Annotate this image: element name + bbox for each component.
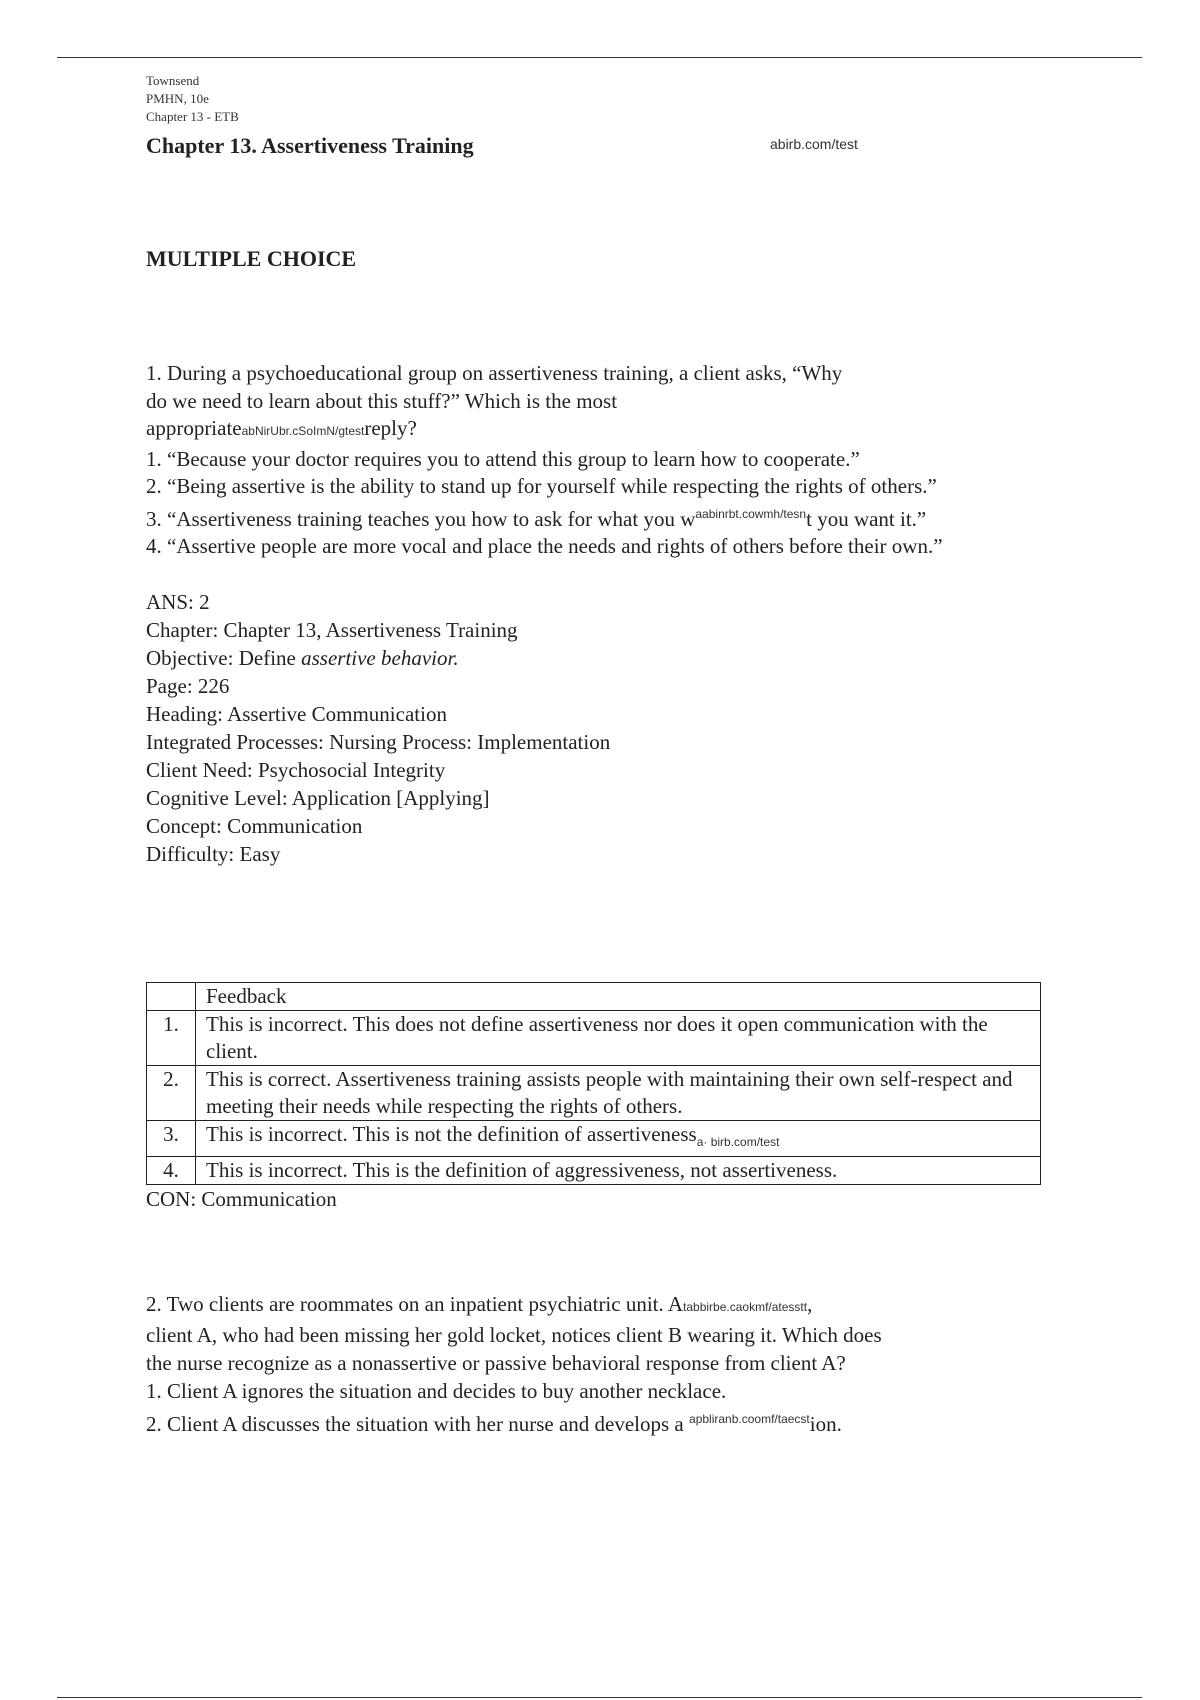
page-line: Page: 226 xyxy=(146,673,230,698)
q1-stem-line-3-start: appropriate xyxy=(146,416,242,440)
header-watermark: abirb.com/test xyxy=(770,136,858,152)
table-row xyxy=(147,1065,1041,1120)
feedback-num: 1. xyxy=(147,1010,196,1065)
objective-line xyxy=(146,644,1086,672)
q1-option-2: 2. “Being assertive is the ability to stand up for yourself while respecting the rights of others.” xyxy=(146,474,937,498)
book-line: PMHN, 10e xyxy=(146,91,209,106)
bottom-rule xyxy=(57,1697,1142,1698)
q1-option-3-watermark: aabinrbt.cowmh/tesn xyxy=(695,506,807,521)
feedback-num: 3. xyxy=(147,1120,196,1156)
table-row xyxy=(147,1120,1041,1156)
q1-inline-watermark: abNirUbr.cSoImN/gtest xyxy=(241,424,365,438)
client-need-line: Client Need: Psychosocial Integrity xyxy=(146,757,446,782)
section-title: MULTIPLE CHOICE xyxy=(146,246,357,271)
q1-option-3 xyxy=(146,501,1086,534)
feedback-header-row xyxy=(147,982,1041,1010)
table-row xyxy=(147,1156,1041,1184)
feedback-cell xyxy=(196,1120,1041,1156)
feedback-text: This is incorrect. This does not define assertiveness nor does it open communication with the client. xyxy=(196,1010,1041,1065)
answer-1-metadata xyxy=(146,588,1086,868)
author-line: Townsend xyxy=(146,73,200,88)
feedback-table xyxy=(146,982,1041,1185)
chapter-code-line: Chapter 13 - ETB xyxy=(146,109,239,124)
cognitive-line: Cognitive Level: Application [Applying] xyxy=(146,785,490,810)
q2-option-1: 1. Client A ignores the situation and decides to buy another necklace. xyxy=(146,1378,727,1403)
q2-stem-line-1-start: 2. Two clients are roommates on an inpatient psychiatric unit. A xyxy=(146,1291,684,1316)
q1-stem-line-3 xyxy=(146,415,1086,446)
q1-option-3-start: 3. “Assertiveness training teaches you how to ask for what you w xyxy=(146,506,696,531)
q1-option-3-end: t you want it.” xyxy=(806,506,927,531)
answer-line: ANS: 2 xyxy=(146,589,210,614)
q2-option-2-start: 2. Client A discusses the situation with her nurse and develops a xyxy=(146,1411,690,1436)
q1-option-1: 1. “Because your doctor requires you to attend this group to learn how to cooperate.” xyxy=(146,446,860,471)
table-row xyxy=(147,1010,1041,1065)
q1-stem-line-3-end: reply? xyxy=(364,416,417,440)
difficulty-line: Difficulty: Easy xyxy=(146,841,281,866)
heading-line: Heading: Assertive Communication xyxy=(146,701,447,726)
objective-label: Objective: Define xyxy=(146,645,302,670)
feedback-watermark: a· birb.com/test xyxy=(696,1134,780,1149)
question-1 xyxy=(146,360,1086,561)
q2-stem-line-2: client A, who had been missing her gold locket, notices client B wearing it. Which does xyxy=(146,1322,882,1347)
feedback-num: 2. xyxy=(147,1065,196,1120)
feedback-text: This is incorrect. This is the definition of aggressiveness, not assertiveness. xyxy=(196,1156,1041,1184)
con-line: CON: Communication xyxy=(146,1186,337,1211)
feedback-text: This is incorrect. This is not the definition of assertiveness xyxy=(206,1121,697,1146)
chapter-title-row xyxy=(146,132,1086,162)
concept-line: Concept: Communication xyxy=(146,813,363,838)
feedback-text: This is correct. Assertiveness training assists people with maintaining their own self-respect and meeting their needs while respecting the rights of others. xyxy=(196,1065,1041,1120)
q1-stem-line-2: do we need to learn about this stuff?” Which is the most xyxy=(146,388,618,413)
q1-stem-line-1: 1. During a psychoeducational group on assertiveness training, a client asks, “Why xyxy=(146,361,843,385)
feedback-num: 4. xyxy=(147,1156,196,1184)
chapter-title: Chapter 13. Assertiveness Training xyxy=(146,133,474,158)
question-2 xyxy=(146,1290,1086,1438)
chapter-line: Chapter: Chapter 13, Assertiveness Training xyxy=(146,617,518,642)
q1-option-4: 4. “Assertive people are more vocal and place the needs and rights of others before their own.” xyxy=(146,534,943,558)
q2-option-2-watermark: apbliranb.coomf/taecst xyxy=(689,1411,810,1426)
document-content xyxy=(146,72,1086,1438)
q2-stem-line-3: the nurse recognize as a nonassertive or passive behavioral response from client A? xyxy=(146,1350,846,1375)
q2-stem-line-1 xyxy=(146,1290,1086,1321)
feedback-header-num xyxy=(147,982,196,1010)
top-rule xyxy=(57,57,1142,58)
q2-stem-line-1-end: , xyxy=(807,1291,813,1316)
q2-option-2-end: ion. xyxy=(809,1411,842,1436)
q2-option-2 xyxy=(146,1405,1086,1438)
processes-line: Integrated Processes: Nursing Process: Implementation xyxy=(146,729,611,754)
q2-inline-watermark: tabbirbe.caokmf/atesstt xyxy=(683,1299,808,1314)
feedback-header: Feedback xyxy=(196,982,1041,1010)
objective-italic: assertive behavior. xyxy=(301,645,459,670)
